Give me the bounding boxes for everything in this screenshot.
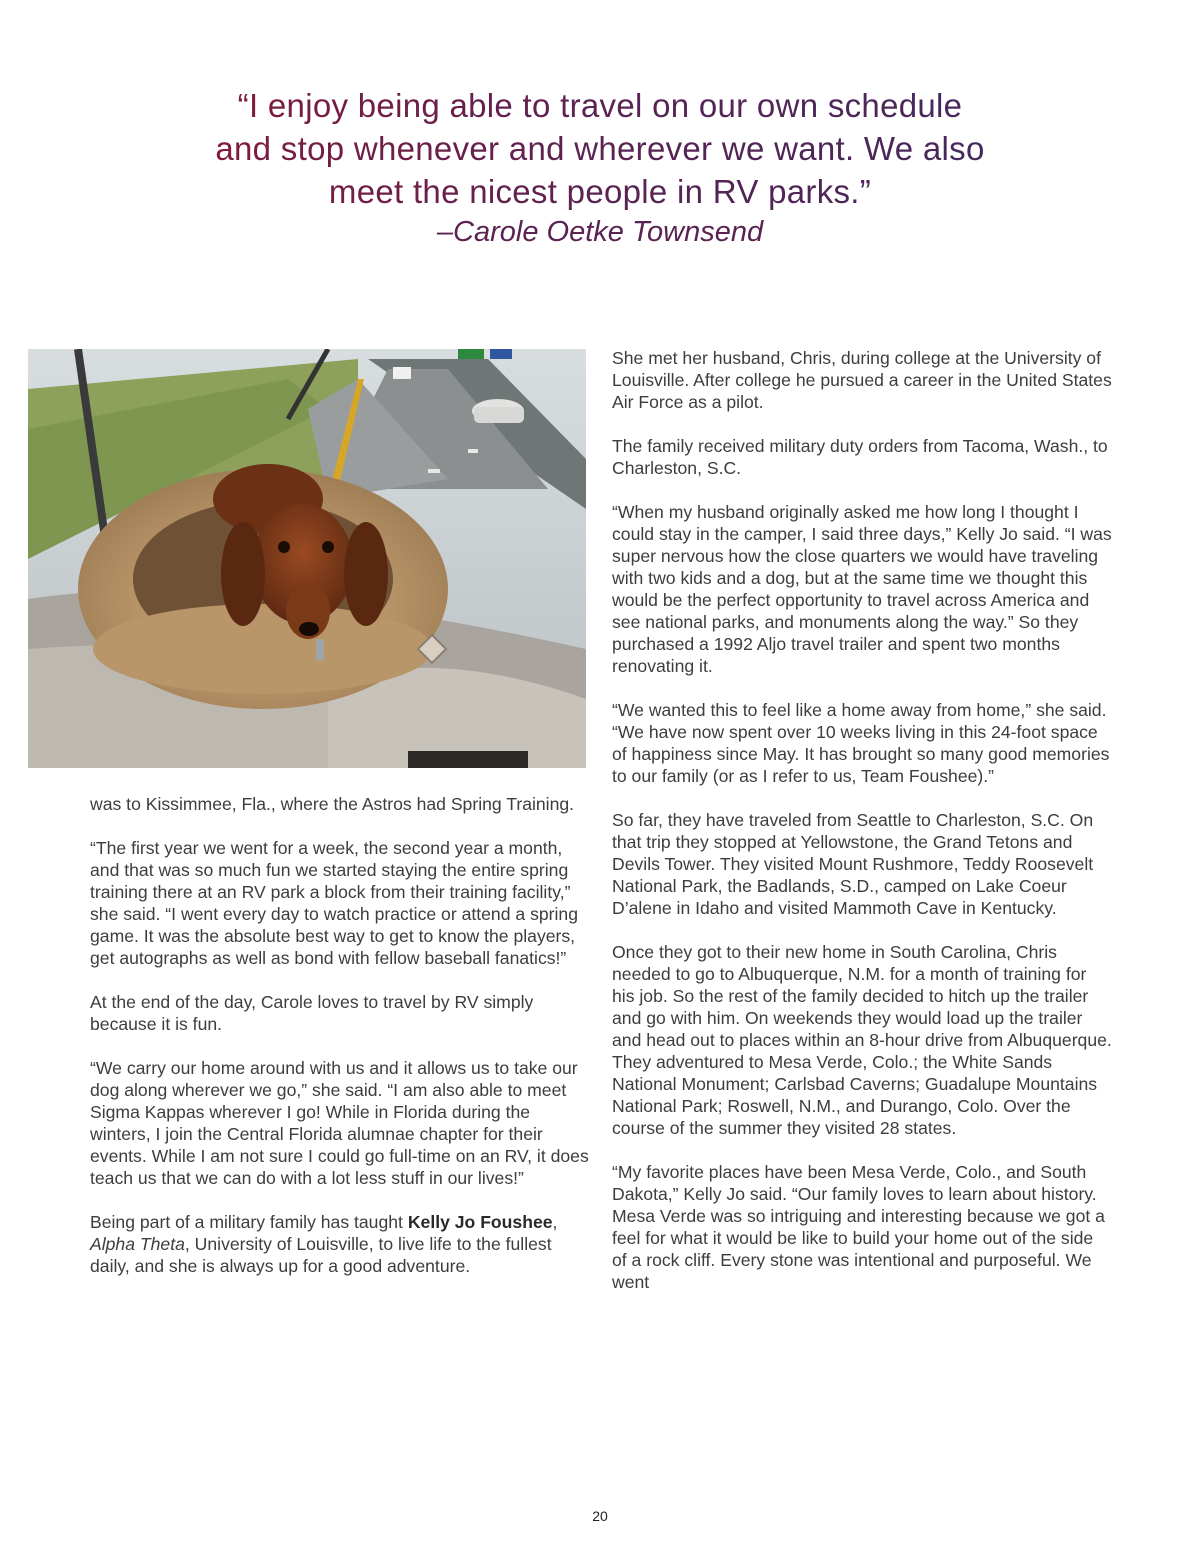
chapter-name: Alpha Theta xyxy=(90,1234,185,1254)
left-paragraph-5-rest: , University of Louisville, to live life to the fullest daily, and she is always up for a good adventure. xyxy=(90,1234,552,1276)
dog-in-rv-illustration xyxy=(28,349,586,768)
dog-in-rv-photo xyxy=(28,349,586,768)
pull-quote xyxy=(100,84,1100,249)
left-column xyxy=(90,793,590,1299)
left-paragraph-1: was to Kissimmee, Fla., where the Astros had Spring Training. xyxy=(90,794,575,814)
pull-quote-line-2: and stop whenever and wherever we want. We also xyxy=(100,127,1100,170)
right-paragraph-1: She met her husband, Chris, during college at the University of Louisville. After college he pursued a career in the United States Air Force as a pilot. xyxy=(612,348,1112,412)
left-paragraph-2: “The first year we went for a week, the second year a month, and that was so much fun we started staying the entire spring training there at an RV park a block from their training facility,” she said. “I went every day to watch practice or attend a spring game. It was the absolute best way to get to know the players, get autographs as well as bond with fellow baseball fanatics!” xyxy=(90,838,578,968)
pull-quote-line-1: “I enjoy being able to travel on our own schedule xyxy=(100,84,1100,127)
right-paragraph-4: “We wanted this to feel like a home away from home,” she said. “We have now spent over 10 weeks living in this 24-foot space of happiness since May. It has brought so many good memories to our family (or as I refer to us, Team Foushee).” xyxy=(612,700,1110,786)
left-paragraph-4: “We carry our home around with us and it allows us to take our dog along wherever we go,” she said. “I am also able to meet Sigma Kappas wherever I go! While in Florida during the winters, I join the Central Florida alumnae chapter for their events. While I am not sure I could go full-time on an RV, it does teach us that we can do with a lot less stuff in our lives!” xyxy=(90,1058,589,1188)
right-paragraph-2: The family received military duty orders from Tacoma, Wash., to Charleston, S.C. xyxy=(612,436,1108,478)
left-paragraph-5-comma: , xyxy=(552,1212,558,1232)
pull-quote-attribution: –Carole Oetke Townsend xyxy=(436,216,764,248)
left-paragraph-5-intro: Being part of a military family has taught xyxy=(90,1212,408,1232)
page-number: 20 xyxy=(592,1508,608,1524)
left-paragraph-5 xyxy=(90,1211,590,1277)
right-paragraph-5: So far, they have traveled from Seattle to Charleston, S.C. On that trip they stopped at Yellowstone, the Grand Tetons and Devils Tower. They visited Mount Rushmore, Teddy Roosevelt National Park, the Badlands, S.D., camped on Lake Coeur D’alene in Idaho and visited Mammoth Cave in Kentucky. xyxy=(612,810,1094,918)
member-name: Kelly Jo Foushee xyxy=(407,1212,553,1232)
pull-quote-line-3: meet the nicest people in RV parks.” xyxy=(100,170,1100,213)
right-column xyxy=(612,347,1112,1315)
right-paragraph-7: “My favorite places have been Mesa Verde, Colo., and South Dakota,” Kelly Jo said. “Our family loves to learn about history. Mesa Verde was so intriguing and interesting because we got a feel for what it would be like to build your home out of the side of a rock cliff. Every stone was intentional and purposeful. We went xyxy=(612,1162,1105,1292)
right-paragraph-3: “When my husband originally asked me how long I thought I could stay in the camper, I said three days,” Kelly Jo said. “I was super nervous how the close quarters we would have traveling with two kids and a dog, but at the same time we thought this would be the perfect opportunity to travel across America and see national parks, and monuments along the way.” So they purchased a 1992 Aljo travel trailer and spent two months renovating it. xyxy=(612,502,1112,676)
left-paragraph-3: At the end of the day, Carole loves to travel by RV simply because it is fun. xyxy=(90,992,534,1034)
right-paragraph-6: Once they got to their new home in South Carolina, Chris needed to go to Albuquerque, N.M. for a month of training for his job. So the rest of the family decided to hitch up the trailer and go with him. On weekends they would load up the trailer and head out to places within an 8-hour drive from Albuquerque. They adventured to Mesa Verde, Colo.; the White Sands National Monument; Carlsbad Caverns; Guadalupe Mountains National Park; Roswell, N.M., and Durango, Colo. Over the course of the summer they visited 28 states. xyxy=(612,942,1112,1138)
